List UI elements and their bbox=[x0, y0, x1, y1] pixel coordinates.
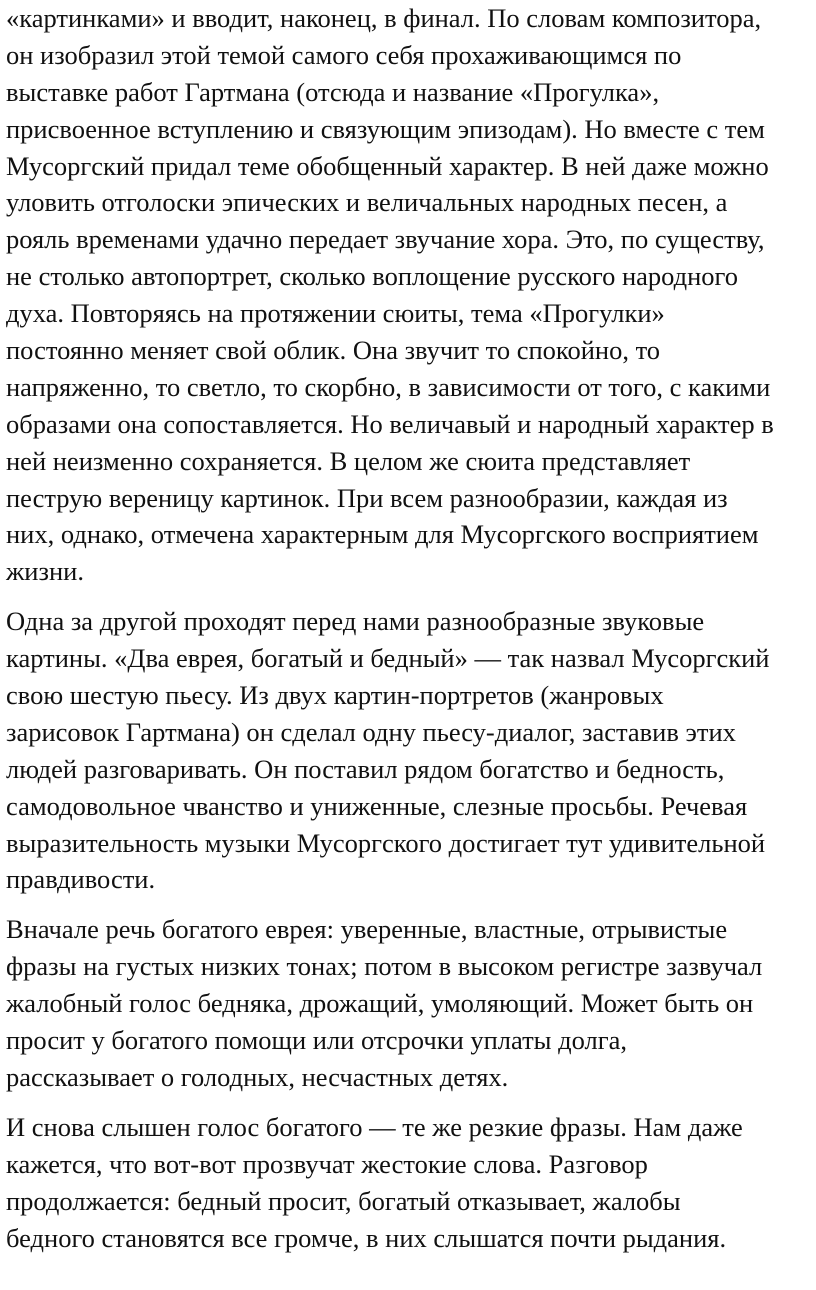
paragraph-line: Вначале речь богатого еврея: уверенные, властные, отрывистые bbox=[6, 914, 728, 945]
paragraph-line: них, однако, отмечена характерным для Мусоргского восприятием bbox=[6, 519, 759, 550]
paragraph-line: Мусоргский придал теме обобщенный характер. В ней даже можно bbox=[6, 150, 769, 181]
paragraph-line: выставке работ Гартмана (отсюда и название «Прогулка», bbox=[6, 76, 660, 107]
paragraph-line: «картинками» и вводит, наконец, в финал. По словам композитора, bbox=[6, 3, 762, 33]
paragraph-line: пеструю вереницу картинок. При всем разнообразии, каждая из bbox=[6, 482, 728, 513]
paragraph-line: И снова слышен голос богатого — те же резкие фразы. Нам даже bbox=[6, 1111, 743, 1142]
paragraph-line: образами она сопоставляется. Но величавый и народный характер в bbox=[6, 408, 774, 439]
paragraph-line: духа. Повторяясь на протяжении сюиты, тема «Прогулки» bbox=[6, 298, 665, 329]
paragraph-line: рассказывает о голодных, несчастных детях. bbox=[6, 1061, 509, 1092]
paragraph-line: бедного становятся все громче, в них слышатся почти рыдания. bbox=[6, 1222, 727, 1253]
paragraph-3 bbox=[6, 911, 812, 1095]
paragraph-1 bbox=[6, 0, 812, 590]
paragraph-line: рояль временами удачно передает звучание хора. Это, по существу, bbox=[6, 224, 765, 255]
paragraph-4 bbox=[6, 1109, 812, 1257]
paragraph-line: напряженно, то светло, то скорбно, в зависимости от того, с какими bbox=[6, 371, 771, 402]
paragraph-line: самодовольное чванство и униженные, слезные просьбы. Речевая bbox=[6, 790, 748, 821]
paragraph-line: правдивости. bbox=[6, 864, 156, 895]
paragraph-2 bbox=[6, 603, 812, 898]
paragraph-line: картины. «Два еврея, богатый и бедный» — так назвал Мусоргский bbox=[6, 643, 770, 674]
document-page bbox=[6, 0, 812, 1256]
paragraph-line: уловить отголоски эпических и величальных народных песен, а bbox=[6, 187, 728, 218]
paragraph-line: присвоенное вступлению и связующим эпизодам). Но вместе с тем bbox=[6, 113, 765, 144]
paragraph-line: он изобразил этой темой самого себя прохаживающимся по bbox=[6, 39, 682, 70]
paragraph-line: людей разговаривать. Он поставил рядом богатство и бедность, bbox=[6, 753, 725, 784]
paragraph-line: фразы на густых низких тонах; потом в высоком регистре зазвучал bbox=[6, 951, 763, 982]
paragraph-line: Одна за другой проходят перед нами разнообразные звуковые bbox=[6, 606, 705, 637]
paragraph-line: свою шестую пьесу. Из двух картин-портретов (жанровых bbox=[6, 680, 664, 711]
paragraph-line: ней неизменно сохраняется. В целом же сюита представляет bbox=[6, 445, 691, 476]
paragraph-line: зарисовок Гартмана) он сделал одну пьесу-диалог, заставив этих bbox=[6, 716, 736, 747]
paragraph-line: кажется, что вот-вот прозвучат жестокие слова. Разговор bbox=[6, 1148, 648, 1179]
paragraph-line: продолжается: бедный просит, богатый отказывает, жалобы bbox=[6, 1185, 681, 1216]
paragraph-line: выразительность музыки Мусоргского достигает тут удивительной bbox=[6, 827, 766, 858]
paragraph-line: жалобный голос бедняка, дрожащий, умоляющий. Может быть он bbox=[6, 988, 754, 1019]
paragraph-line: постоянно меняет свой облик. Она звучит то спокойно, то bbox=[6, 335, 661, 366]
paragraph-line: жизни. bbox=[6, 556, 84, 587]
paragraph-line: просит у богатого помощи или отсрочки уплаты долга, bbox=[6, 1025, 627, 1056]
paragraph-line: не столько автопортрет, сколько воплощение русского народного bbox=[6, 261, 739, 292]
